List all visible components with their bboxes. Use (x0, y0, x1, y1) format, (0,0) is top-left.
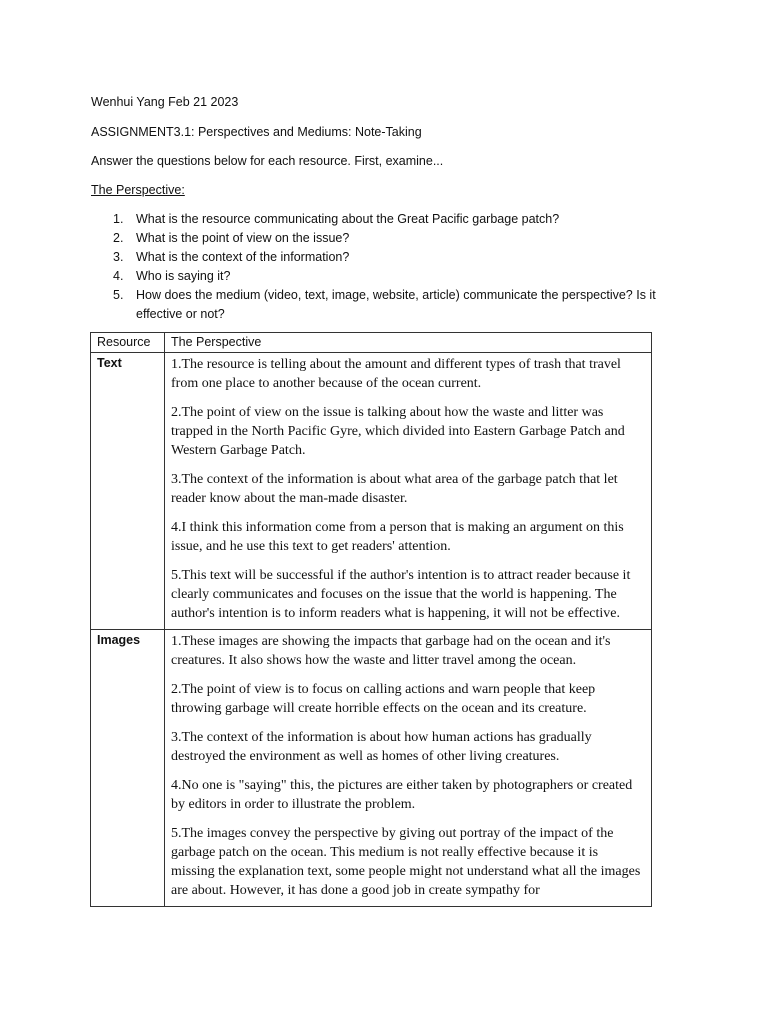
question-text: What is the context of the information? (136, 250, 350, 264)
table-header-row (91, 333, 652, 353)
question-number: 1. (113, 212, 124, 226)
table-row-images (91, 630, 652, 907)
question-text: How does the medium (video, text, image, website, article) communicate the perspective? Is it effective or not? (136, 288, 656, 321)
answer-paragraph: 2.The point of view on the issue is talking about how the waste and litter was trapped in the North Pacific Gyre, which divided into Eastern Garbage Patch and Western Garbage Patch. (171, 405, 625, 458)
perspective-cell (165, 353, 652, 630)
answer-paragraph: 1.These images are showing the impacts that garbage had on the ocean and it's creatures. It also shows how the waste and litter travel among the ocean. (171, 634, 611, 668)
answer-paragraph: 2.The point of view is to focus on calling actions and warn people that keep throwing garbage will create horrible effects on the ocean and its creature. (171, 682, 596, 716)
answer-paragraph: 4.No one is "saying" this, the pictures are either taken by photographers or created by editors in order to illustrate the problem. (171, 778, 633, 812)
question-list (91, 210, 661, 324)
answer-paragraph: 3.The context of the information is about how human actions has gradually destroyed the environment as well as homes of other living creatures. (171, 730, 592, 764)
perspective-cell (165, 630, 652, 907)
question-text: What is the resource communicating about the Great Pacific garbage patch? (136, 212, 560, 226)
answer-paragraph: 4.I think this information come from a person that is making an argument on this issue, and he use this text to get readers' attention. (171, 520, 624, 554)
answer-paragraph: 3.The context of the information is about what area of the garbage patch that let reader know about the man-made disaster. (171, 472, 618, 506)
resource-label: Images (91, 630, 165, 907)
resource-label: Text (91, 353, 165, 630)
answer-paragraph: 5.This text will be successful if the author's intention is to attract reader because it clearly communicates and focuses on the issue that the world is happening. The author's intention is to inform readers what is happening, it will not be effective. (171, 568, 631, 621)
question-item (91, 267, 661, 286)
question-item (91, 286, 661, 324)
question-item (91, 229, 661, 248)
answer-paragraph: 5.The images convey the perspective by giving out portray of the impact of the garbage patch on the ocean. This medium is not really effective because it is missing the explanation text, some people might not understand what all the images are about. However, it has done a good job in create sympathy for (171, 826, 641, 898)
header-resource: Resource (91, 333, 165, 353)
question-number: 3. (113, 250, 124, 264)
perspective-table (90, 332, 652, 907)
table-row-text (91, 353, 652, 630)
answer-paragraph: 1.The resource is telling about the amount and different types of trash that travel from one place to another because of the ocean current. (171, 357, 621, 391)
question-text: What is the point of view on the issue? (136, 231, 350, 245)
question-number: 2. (113, 231, 124, 245)
question-number: 4. (113, 269, 124, 283)
question-text: Who is saying it? (136, 269, 231, 283)
question-item (91, 210, 661, 229)
assignment-title: ASSIGNMENT3.1: Perspectives and Mediums: Note-Taking (91, 125, 422, 139)
perspective-heading: The Perspective: (91, 183, 185, 197)
question-number: 5. (113, 288, 124, 302)
question-item (91, 248, 661, 267)
header-perspective: The Perspective (165, 333, 652, 353)
instructions-text: Answer the questions below for each resource. First, examine... (91, 154, 444, 168)
author-line: Wenhui Yang Feb 21 2023 (91, 95, 239, 109)
